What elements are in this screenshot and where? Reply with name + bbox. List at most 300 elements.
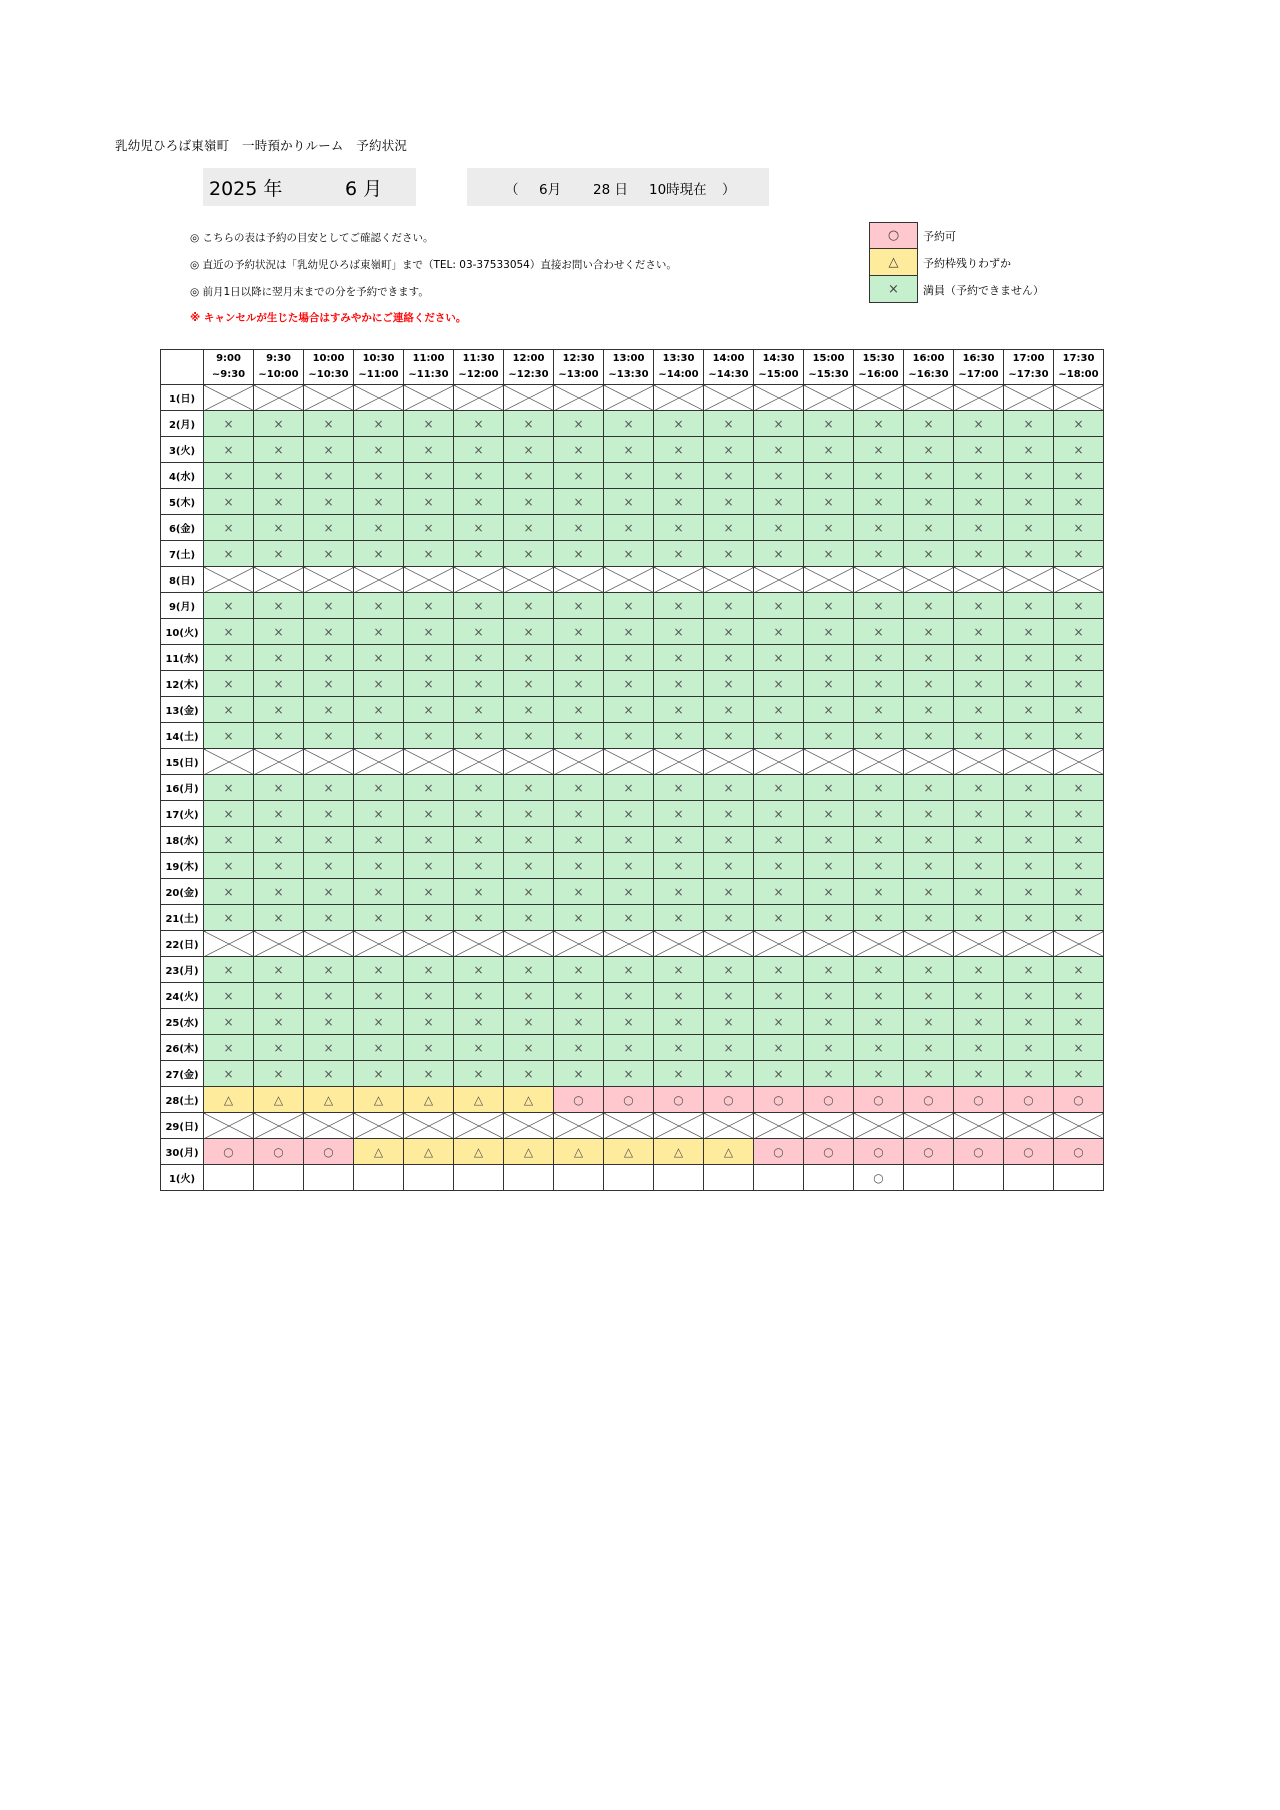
slot-full: ×: [904, 671, 954, 697]
slot-available: ○: [654, 1087, 704, 1113]
slot-full: ×: [604, 905, 654, 931]
slot-full: ×: [904, 593, 954, 619]
slot-empty: [904, 1165, 954, 1191]
slot-full: ×: [454, 827, 504, 853]
slot-full: ×: [304, 723, 354, 749]
slot-full: ×: [954, 983, 1004, 1009]
slot-closed: [1004, 931, 1054, 957]
slot-full: ×: [454, 437, 504, 463]
day-row: [161, 775, 1104, 801]
legend-few-left-label: 予約枠残りわずか: [923, 257, 1011, 270]
slot-closed: [854, 567, 904, 593]
slot-full: ×: [854, 1009, 904, 1035]
slot-closed: [654, 385, 704, 411]
slot-full: ×: [554, 1009, 604, 1035]
slot-closed: [904, 385, 954, 411]
day-row: [161, 801, 1104, 827]
slot-full: ×: [404, 645, 454, 671]
slot-available: ○: [904, 1139, 954, 1165]
slot-full: ×: [504, 463, 554, 489]
slot-empty: [1054, 1165, 1104, 1191]
slot-full: ×: [454, 723, 504, 749]
slot-full: ×: [604, 801, 654, 827]
slot-full: ×: [304, 827, 354, 853]
slot-available: ○: [754, 1139, 804, 1165]
slot-full: ×: [204, 957, 254, 983]
slot-closed: [254, 567, 304, 593]
time-slot-header: 9:30 ~10:00: [254, 350, 304, 385]
slot-full: ×: [254, 801, 304, 827]
slot-closed: [354, 749, 404, 775]
slot-closed: [604, 567, 654, 593]
slot-full: ×: [404, 957, 454, 983]
slot-full: ×: [1004, 1035, 1054, 1061]
slot-full: ×: [904, 905, 954, 931]
slot-full: ×: [654, 905, 704, 931]
day-label: 6(金): [161, 515, 204, 541]
slot-full: ×: [654, 671, 704, 697]
slot-full: ×: [704, 1061, 754, 1087]
slot-full: ×: [604, 723, 654, 749]
slot-closed: [404, 1113, 454, 1139]
slot-full: ×: [1004, 827, 1054, 853]
slot-full: ×: [454, 1061, 504, 1087]
slot-full: ×: [454, 905, 504, 931]
slot-closed: [304, 1113, 354, 1139]
slot-full: ×: [954, 541, 1004, 567]
slot-full: ×: [504, 645, 554, 671]
slot-full: ×: [354, 411, 404, 437]
slot-full: ×: [704, 437, 754, 463]
slot-full: ×: [404, 619, 454, 645]
slot-full: ×: [354, 723, 404, 749]
slot-full: ×: [704, 697, 754, 723]
slot-full: ×: [804, 983, 854, 1009]
slot-closed: [454, 749, 504, 775]
slot-few-left: △: [504, 1087, 554, 1113]
slot-full: ×: [454, 853, 504, 879]
slot-full: ×: [454, 515, 504, 541]
slot-full: ×: [904, 515, 954, 541]
slot-full: ×: [904, 801, 954, 827]
time-slot-header: 15:30 ~16:00: [854, 350, 904, 385]
slot-full: ×: [254, 905, 304, 931]
slot-full: ×: [454, 619, 504, 645]
slot-full: ×: [754, 1061, 804, 1087]
slot-full: ×: [754, 983, 804, 1009]
slot-closed: [1004, 385, 1054, 411]
note-1: ◎ こちらの表は予約の目安としてご確認ください。: [190, 232, 434, 244]
slot-full: ×: [854, 619, 904, 645]
slot-full: ×: [304, 801, 354, 827]
slot-full: ×: [704, 411, 754, 437]
slot-full: ×: [854, 1035, 904, 1061]
slot-full: ×: [604, 489, 654, 515]
slot-full: ×: [1004, 593, 1054, 619]
day-row: [161, 1061, 1104, 1087]
slot-full: ×: [904, 697, 954, 723]
day-row: [161, 463, 1104, 489]
slot-full: ×: [804, 411, 854, 437]
page-title: 乳幼児ひろば東嶺町 一時預かりルーム 予約状況: [115, 138, 408, 153]
slot-available: ○: [754, 1087, 804, 1113]
slot-closed: [954, 931, 1004, 957]
slot-full: ×: [304, 957, 354, 983]
slot-full: ×: [504, 515, 554, 541]
status-close-paren: ）: [722, 182, 736, 198]
slot-full: ×: [504, 541, 554, 567]
slot-full: ×: [604, 515, 654, 541]
slot-full: ×: [504, 723, 554, 749]
slot-full: ×: [204, 515, 254, 541]
slot-few-left: △: [304, 1087, 354, 1113]
slot-full: ×: [204, 723, 254, 749]
slot-closed: [254, 749, 304, 775]
slot-full: ×: [454, 541, 504, 567]
slot-full: ×: [554, 827, 604, 853]
slot-full: ×: [204, 827, 254, 853]
slot-full: ×: [654, 1009, 704, 1035]
slot-full: ×: [754, 489, 804, 515]
day-row: [161, 749, 1104, 775]
slot-full: ×: [804, 1009, 854, 1035]
slot-full: ×: [304, 775, 354, 801]
slot-full: ×: [1054, 1009, 1104, 1035]
slot-full: ×: [604, 671, 654, 697]
slot-full: ×: [1004, 775, 1054, 801]
slot-full: ×: [854, 723, 904, 749]
slot-full: ×: [1054, 593, 1104, 619]
time-slot-header: 14:00 ~14:30: [704, 350, 754, 385]
slot-full: ×: [1054, 463, 1104, 489]
legend-full-label: 満員（予約できません）: [923, 284, 1044, 297]
slot-full: ×: [1004, 489, 1054, 515]
slot-full: ×: [254, 853, 304, 879]
day-row: [161, 697, 1104, 723]
slot-full: ×: [604, 827, 654, 853]
slot-full: ×: [354, 957, 404, 983]
day-row: [161, 593, 1104, 619]
slot-full: ×: [804, 593, 854, 619]
time-slot-header: 17:30 ~18:00: [1054, 350, 1104, 385]
status-open-paren: （: [505, 182, 519, 198]
slot-closed: [704, 1113, 754, 1139]
slot-full: ×: [754, 905, 804, 931]
slot-available: ○: [804, 1087, 854, 1113]
slot-few-left: △: [654, 1139, 704, 1165]
slot-full: ×: [554, 983, 604, 1009]
slot-full: ×: [354, 905, 404, 931]
slot-closed: [304, 567, 354, 593]
slot-full: ×: [254, 1035, 304, 1061]
slot-full: ×: [654, 827, 704, 853]
slot-full: ×: [204, 879, 254, 905]
slot-full: ×: [704, 515, 754, 541]
slot-full: ×: [804, 541, 854, 567]
slot-full: ×: [354, 645, 404, 671]
slot-full: ×: [1004, 853, 1054, 879]
day-label: 10(火): [161, 619, 204, 645]
slot-full: ×: [354, 801, 404, 827]
slot-full: ×: [754, 671, 804, 697]
slot-full: ×: [704, 645, 754, 671]
slot-closed: [804, 385, 854, 411]
slot-full: ×: [704, 983, 754, 1009]
slot-closed: [604, 1113, 654, 1139]
slot-full: ×: [454, 801, 504, 827]
slot-full: ×: [1054, 775, 1104, 801]
slot-full: ×: [1054, 1061, 1104, 1087]
slot-full: ×: [254, 697, 304, 723]
slot-full: ×: [504, 671, 554, 697]
slot-full: ×: [454, 489, 504, 515]
slot-full: ×: [504, 853, 554, 879]
slot-full: ×: [604, 411, 654, 437]
slot-full: ×: [754, 645, 804, 671]
slot-full: ×: [304, 879, 354, 905]
slot-full: ×: [304, 593, 354, 619]
slot-full: ×: [804, 879, 854, 905]
slot-closed: [754, 567, 804, 593]
slot-full: ×: [204, 697, 254, 723]
slot-closed: [704, 567, 754, 593]
slot-closed: [804, 931, 854, 957]
slot-full: ×: [404, 697, 454, 723]
slot-closed: [554, 749, 604, 775]
slot-full: ×: [354, 515, 404, 541]
day-row: [161, 723, 1104, 749]
slot-full: ×: [254, 1009, 304, 1035]
slot-full: ×: [204, 645, 254, 671]
day-label: 15(日): [161, 749, 204, 775]
day-label: 1(火): [161, 1165, 204, 1191]
slot-closed: [954, 1113, 1004, 1139]
slot-closed: [504, 385, 554, 411]
slot-full: ×: [804, 437, 854, 463]
slot-full: ×: [1004, 1061, 1054, 1087]
slot-full: ×: [754, 463, 804, 489]
slot-full: ×: [654, 593, 704, 619]
slot-full: ×: [454, 645, 504, 671]
slot-full: ×: [254, 541, 304, 567]
slot-full: ×: [754, 593, 804, 619]
slot-available: ○: [804, 1139, 854, 1165]
slot-available: ○: [254, 1139, 304, 1165]
slot-closed: [604, 931, 654, 957]
slot-full: ×: [204, 489, 254, 515]
legend-full-swatch: ×: [869, 276, 918, 303]
slot-full: ×: [1054, 957, 1104, 983]
slot-full: ×: [604, 697, 654, 723]
slot-full: ×: [204, 853, 254, 879]
slot-full: ×: [604, 879, 654, 905]
slot-full: ×: [354, 1009, 404, 1035]
slot-full: ×: [1004, 411, 1054, 437]
slot-full: ×: [554, 775, 604, 801]
slot-full: ×: [704, 905, 754, 931]
slot-full: ×: [904, 775, 954, 801]
slot-full: ×: [804, 489, 854, 515]
slot-full: ×: [204, 1035, 254, 1061]
slot-closed: [804, 749, 854, 775]
slot-full: ×: [654, 723, 704, 749]
slot-full: ×: [254, 489, 304, 515]
slot-closed: [904, 931, 954, 957]
slot-full: ×: [554, 541, 604, 567]
slot-closed: [554, 567, 604, 593]
slot-empty: [304, 1165, 354, 1191]
slot-full: ×: [254, 411, 304, 437]
slot-full: ×: [604, 983, 654, 1009]
slot-full: ×: [804, 645, 854, 671]
time-slot-header: 11:00 ~11:30: [404, 350, 454, 385]
slot-full: ×: [904, 411, 954, 437]
slot-full: ×: [504, 775, 554, 801]
slot-full: ×: [504, 983, 554, 1009]
calendar-body: [161, 385, 1104, 1191]
slot-full: ×: [854, 983, 904, 1009]
slot-full: ×: [954, 463, 1004, 489]
slot-full: ×: [354, 827, 404, 853]
slot-closed: [254, 931, 304, 957]
slot-few-left: △: [404, 1087, 454, 1113]
slot-full: ×: [354, 619, 404, 645]
slot-full: ×: [554, 645, 604, 671]
slot-few-left: △: [404, 1139, 454, 1165]
slot-full: ×: [754, 853, 804, 879]
slot-full: ×: [654, 957, 704, 983]
slot-full: ×: [604, 463, 654, 489]
status-as-of-box: [467, 168, 769, 206]
slot-full: ×: [404, 1035, 454, 1061]
slot-full: ×: [554, 1035, 604, 1061]
day-label: 25(水): [161, 1009, 204, 1035]
slot-full: ×: [854, 905, 904, 931]
slot-full: ×: [854, 541, 904, 567]
slot-full: ×: [604, 541, 654, 567]
slot-full: ×: [654, 775, 704, 801]
slot-full: ×: [304, 411, 354, 437]
slot-full: ×: [504, 437, 554, 463]
slot-empty: [654, 1165, 704, 1191]
status-month: 6月: [539, 182, 562, 198]
slot-full: ×: [804, 619, 854, 645]
slot-closed: [304, 385, 354, 411]
slot-full: ×: [354, 775, 404, 801]
day-row: [161, 437, 1104, 463]
day-label: 30(月): [161, 1139, 204, 1165]
slot-available: ○: [954, 1139, 1004, 1165]
slot-available: ○: [604, 1087, 654, 1113]
slot-full: ×: [454, 775, 504, 801]
slot-few-left: △: [454, 1087, 504, 1113]
slot-full: ×: [954, 879, 1004, 905]
slot-full: ×: [254, 957, 304, 983]
slot-closed: [204, 931, 254, 957]
slot-full: ×: [804, 775, 854, 801]
slot-full: ×: [1054, 827, 1104, 853]
slot-full: ×: [854, 515, 904, 541]
day-label: 20(金): [161, 879, 204, 905]
day-label: 23(月): [161, 957, 204, 983]
slot-full: ×: [854, 411, 904, 437]
slot-full: ×: [354, 853, 404, 879]
slot-full: ×: [1054, 541, 1104, 567]
slot-closed: [504, 567, 554, 593]
slot-full: ×: [754, 801, 804, 827]
slot-full: ×: [804, 1035, 854, 1061]
slot-full: ×: [204, 671, 254, 697]
time-slot-header: 13:00 ~13:30: [604, 350, 654, 385]
slot-full: ×: [854, 879, 904, 905]
time-slot-header: 14:30 ~15:00: [754, 350, 804, 385]
status-day: 28 日: [593, 182, 628, 198]
slot-full: ×: [854, 957, 904, 983]
slot-closed: [454, 1113, 504, 1139]
day-row: [161, 983, 1104, 1009]
slot-full: ×: [854, 463, 904, 489]
slot-full: ×: [904, 723, 954, 749]
slot-full: ×: [454, 671, 504, 697]
slot-full: ×: [504, 957, 554, 983]
slot-full: ×: [704, 619, 754, 645]
slot-full: ×: [554, 593, 604, 619]
slot-full: ×: [304, 853, 354, 879]
slot-empty: [454, 1165, 504, 1191]
month-label: 6 月: [345, 178, 383, 200]
slot-full: ×: [204, 801, 254, 827]
slot-closed: [1004, 1113, 1054, 1139]
slot-full: ×: [954, 411, 1004, 437]
slot-closed: [554, 931, 604, 957]
slot-full: ×: [1054, 1035, 1104, 1061]
day-row: [161, 1139, 1104, 1165]
slot-full: ×: [554, 879, 604, 905]
day-row: [161, 1009, 1104, 1035]
slot-full: ×: [254, 515, 304, 541]
slot-full: ×: [254, 437, 304, 463]
slot-full: ×: [554, 723, 604, 749]
slot-full: ×: [804, 801, 854, 827]
slot-full: ×: [954, 1009, 1004, 1035]
slot-full: ×: [754, 1009, 804, 1035]
slot-full: ×: [504, 905, 554, 931]
slot-full: ×: [1054, 619, 1104, 645]
slot-full: ×: [904, 489, 954, 515]
slot-full: ×: [404, 853, 454, 879]
slot-full: ×: [754, 515, 804, 541]
slot-closed: [954, 749, 1004, 775]
slot-closed: [1004, 749, 1054, 775]
slot-full: ×: [404, 515, 454, 541]
slot-full: ×: [704, 541, 754, 567]
time-slot-header: 12:00 ~12:30: [504, 350, 554, 385]
time-slot-header: 10:00 ~10:30: [304, 350, 354, 385]
slot-full: ×: [254, 671, 304, 697]
day-label: 26(木): [161, 1035, 204, 1061]
slot-closed: [204, 749, 254, 775]
time-slot-header: 16:30 ~17:00: [954, 350, 1004, 385]
slot-full: ×: [854, 645, 904, 671]
day-row: [161, 1165, 1104, 1191]
slot-full: ×: [954, 905, 1004, 931]
slot-empty: [404, 1165, 454, 1191]
slot-full: ×: [1004, 619, 1054, 645]
slot-closed: [254, 1113, 304, 1139]
slot-available: ○: [1004, 1139, 1054, 1165]
slot-closed: [1054, 1113, 1104, 1139]
slot-empty: [554, 1165, 604, 1191]
